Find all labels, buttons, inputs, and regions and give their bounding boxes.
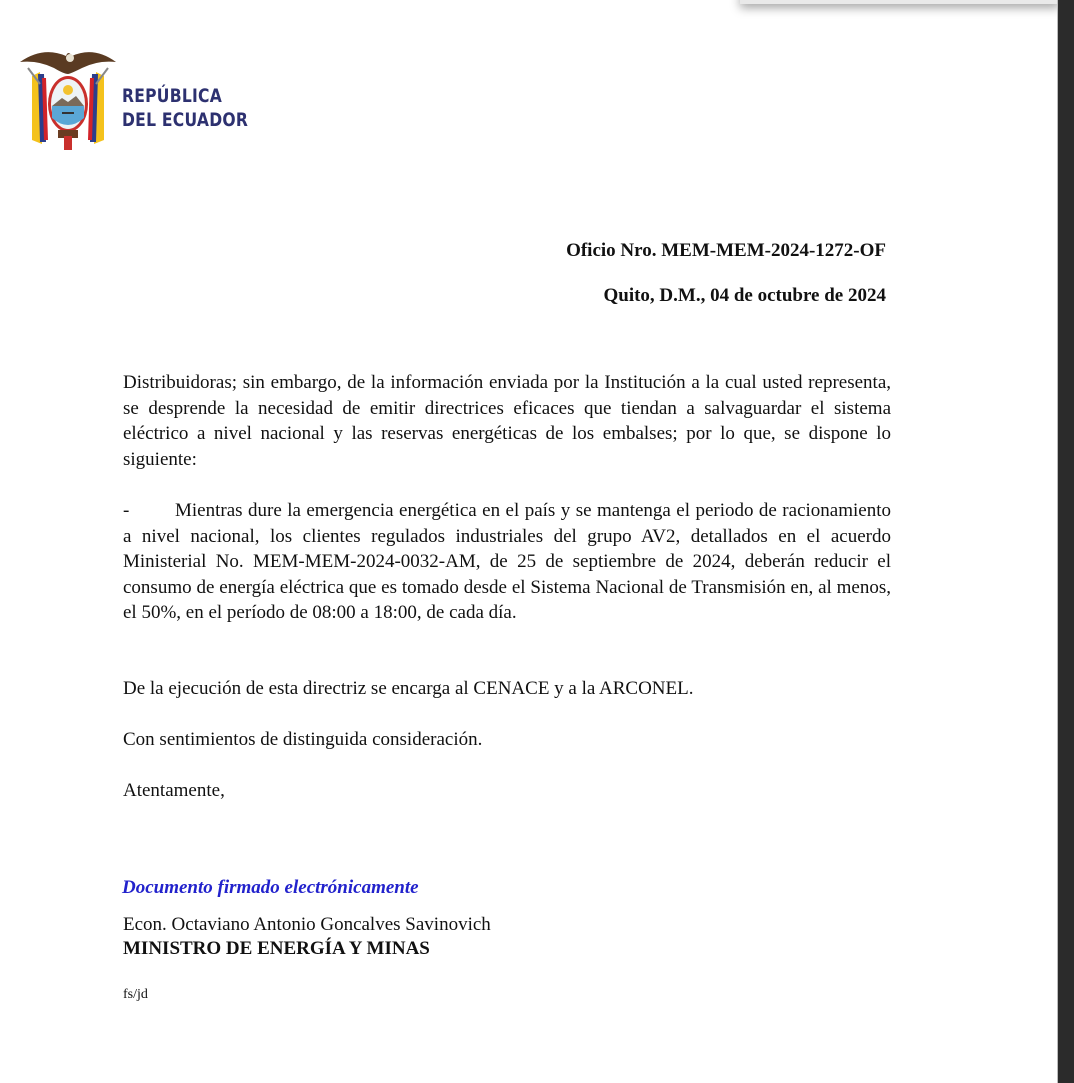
- page-edge-shadow: [740, 0, 1060, 4]
- ecuador-coat-of-arms-icon: [18, 44, 118, 156]
- directive-text: Mientras dure la emergencia energética en el país y se mantenga el periodo de racionamiento a nivel nacional, los clientes regulados industriales del grupo AV2, detallados en el acuerdo Ministerial No. MEM-MEM-2024-0032-AM, de 25 de septiembre de 2024, deberán reducir el consumo de energía eléctrica que es tomado desde el Sistema Nacional de Transmisión en, al menos, el 50%, en el período de 08:00 a 18:00, de cada día.: [123, 500, 891, 623]
- paragraph-execution: De la ejecución de esta directriz se encarga al CENACE y a la ARCONEL.: [123, 678, 694, 699]
- brand-line-1: REPÚBLICA: [122, 85, 223, 107]
- reference-initials: fs/jd: [123, 987, 148, 1002]
- brand-wordmark: [122, 84, 248, 132]
- bullet-marker: -: [123, 500, 130, 521]
- viewer-scrollbar[interactable]: [1057, 0, 1074, 1083]
- signer-name: Econ. Octaviano Antonio Goncalves Savinovich: [123, 914, 491, 935]
- paragraph-context: Distribuidoras; sin embargo, de la información enviada por la Institución a la cual usted representa, se desprende la necesidad de emitir directrices eficaces que tiendan a salvaguardar el sistema eléctrico a nivel nacional y las reservas energéticas de los embalses; por lo que, se dispone lo siguiente:: [123, 372, 891, 470]
- closing-line: Con sentimientos de distinguida consideración.: [123, 729, 483, 750]
- document-place-date: Quito, D.M., 04 de octubre de 2024: [603, 285, 886, 306]
- document-number: Oficio Nro. MEM-MEM-2024-1272-OF: [566, 240, 886, 261]
- salutation: Atentamente,: [123, 780, 225, 801]
- brand-line-2: DEL ECUADOR: [122, 109, 249, 131]
- paragraph-directive: [123, 498, 891, 626]
- signer-title: MINISTRO DE ENERGÍA Y MINAS: [123, 938, 430, 959]
- electronic-signature-note: Documento firmado electrónicamente: [122, 877, 419, 898]
